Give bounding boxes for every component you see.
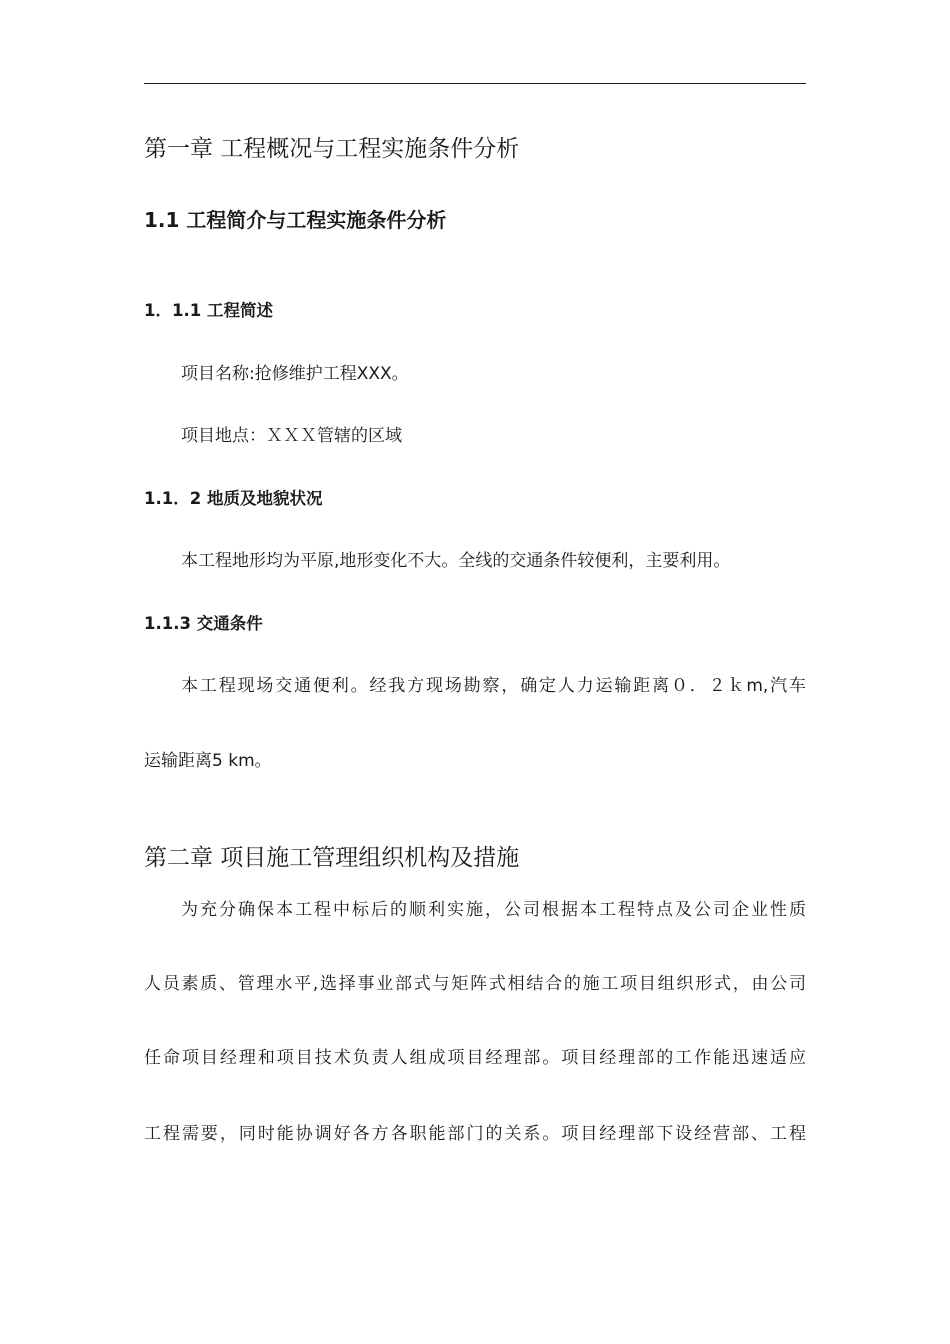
subsection-1-1-2-heading: 1.1．2 地质及地貌状况	[144, 489, 323, 508]
traffic-paragraph-line-2: 运输距离5 km。	[144, 751, 272, 771]
project-name-line: 项目名称:抢修维护工程XXX。	[181, 364, 409, 384]
traffic-paragraph-line-1: 本工程现场交通便利。经我方现场勘察，确定人力运输距离０．２ｋm,汽车	[181, 676, 806, 696]
subsection-1-1-3-heading: 1.1.3 交通条件	[144, 614, 263, 633]
chapter-2-paragraph-line-4: 工程需要，同时能协调好各方各职能部门的关系。项目经理部下设经营部、工程	[144, 1124, 806, 1144]
chapter-2-paragraph-line-3: 任命项目经理和项目技术负责人组成项目经理部。项目经理部的工作能迅速适应	[144, 1048, 806, 1068]
chapter-2-paragraph-line-1: 为充分确保本工程中标后的顺利实施，公司根据本工程特点及公司企业性质	[181, 900, 806, 920]
subsection-1-1-1-heading: 1．1.1 工程简述	[144, 301, 273, 320]
chapter-2-paragraph-line-2: 人员素质、管理水平,选择事业部式与矩阵式相结合的施工项目组织形式，由公司	[144, 974, 806, 994]
project-location-line: 项目地点：ＸＸＸ管辖的区域	[181, 426, 402, 446]
section-1-1-heading: 1.1 工程简介与工程实施条件分析	[144, 208, 447, 232]
geology-paragraph: 本工程地形均为平原,地形变化不大。全线的交通条件较便利，主要利用。	[181, 551, 731, 571]
chapter-2-title: 第二章 项目施工管理组织机构及措施	[144, 845, 520, 871]
header-rule	[144, 83, 806, 84]
chapter-1-title: 第一章 工程概况与工程实施条件分析	[144, 136, 520, 162]
